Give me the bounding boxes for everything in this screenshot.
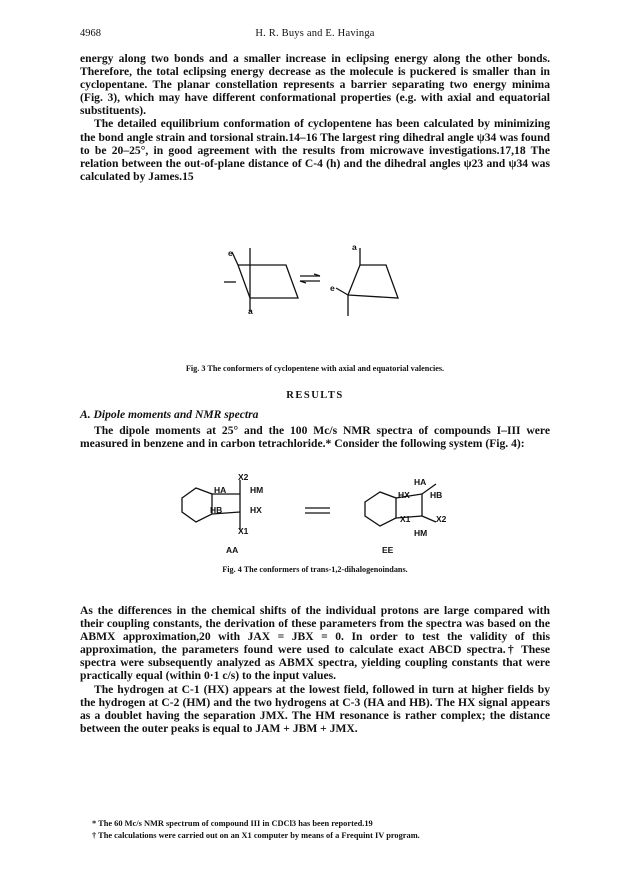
para1-text: energy along two bonds and a smaller increase in eclipsing energy along the other bonds. Therefore, the total eclipsing energy decrease as the molecule is puckered is smaller than in cyclopentane. The planar constellation represents a barrier separating two energy minima (Fig. 3), which may have different conformational properties (e.g. with axial and equatorial substituents). (80, 52, 550, 118)
paragraph-abmx (80, 604, 550, 735)
fig4-left-x2: X2 (238, 472, 249, 482)
fig3-label-e2: e (330, 283, 335, 293)
fig4-left-hm: HM (250, 485, 264, 495)
fig4-left-hb: HB (210, 505, 223, 515)
para4-text: As the differences in the chemical shifts of the individual protons are large compared with their coupling constants, the derivation of these parameters from the spectra was based on the ABMX approximation,20 with JAX = JBX = 0. In order to test the validity of this approximation, the parameters found were used to calculate exact ABCD spectra.† These spectra were subsequently analyzed as ABMX spectra, yielding coupling constants that were practically equal (within 0·1 c/s) to the input values. (80, 604, 550, 683)
paragraph-dipole-moments (80, 424, 550, 450)
para3-text: The dipole moments at 25° and the 100 Mc/s NMR spectra of compounds I–III were measured in benzene and in carbon tetrachloride.* Consider the following system (Fig. 4): (80, 424, 550, 451)
fig4-left-x1: X1 (238, 526, 249, 536)
right-ring (348, 265, 398, 298)
fig4-left-ha: HA (214, 485, 227, 495)
fig4-right-hx: HX (398, 490, 410, 500)
page-number: 4968 (80, 28, 101, 39)
right-benzene (365, 492, 396, 526)
left-ring (238, 265, 298, 298)
running-head: H. R. Buys and E. Havinga (255, 28, 375, 39)
fig4-caption: Fig. 4 The conformers of trans-1,2-dihalogenoindans. (222, 565, 408, 574)
fig4-aa-label: AA (226, 545, 239, 555)
para5-text: The hydrogen at C-1 (HX) appears at the lowest field, followed in turn at higher fields by the hydrogen at C-2 (HM) and the two hydrogens at C-3 (HA and HB). The HX signal appears as a doublet having the separation JMX. The HM resonance is rather complex; the distance between the outer peaks is equal to JAM + JBM + JMX. (80, 682, 550, 735)
fig4-left-hx: HX (250, 505, 262, 515)
fig3-caption: Fig. 3 The conformers of cyclopentene with axial and equatorial valencies. (185, 364, 445, 373)
fig4-right-hm: HM (414, 528, 428, 538)
fig3-label-a2: a (352, 242, 357, 252)
fig3-label-e1: e (228, 248, 233, 258)
footnote-2: † The calculations were carried out on an X1 computer by means of a Frequint IV program. (92, 831, 420, 840)
footnote-1: * The 60 Mc/s NMR spectrum of compound III in CDCl3 has been reported.19 (92, 819, 373, 828)
para2-text: The detailed equilibrium conformation of cyclopentene has been calculated by minimizing the bond angle strain and torsional strain.14–16 The largest ring dihedral angle ψ34 was found to be 20–25°, in good agreement with the results from microwave investigations.17,18 The relation between the out-of-plane distance of C-4 (h) and the dihedral angles ψ23 and ψ34 was calculated by James.15 (80, 117, 550, 183)
fig4-right-x2: X2 (436, 514, 447, 524)
fig3-label-a1: a (248, 306, 253, 316)
fig4-right-x1: X1 (400, 514, 411, 524)
fig4-ee-label: EE (382, 545, 394, 555)
footnotes (80, 818, 550, 842)
left-benzene (182, 488, 212, 522)
figure-3-cyclopentene-conformers (210, 240, 410, 328)
fig4-right-ha: HA (414, 477, 427, 487)
subsection-heading: A. Dipole moments and NMR spectra (80, 408, 259, 421)
paragraph-eclipsing-energy (80, 52, 550, 183)
section-heading: RESULTS (286, 390, 344, 401)
fig4-right-hb: HB (430, 490, 443, 500)
